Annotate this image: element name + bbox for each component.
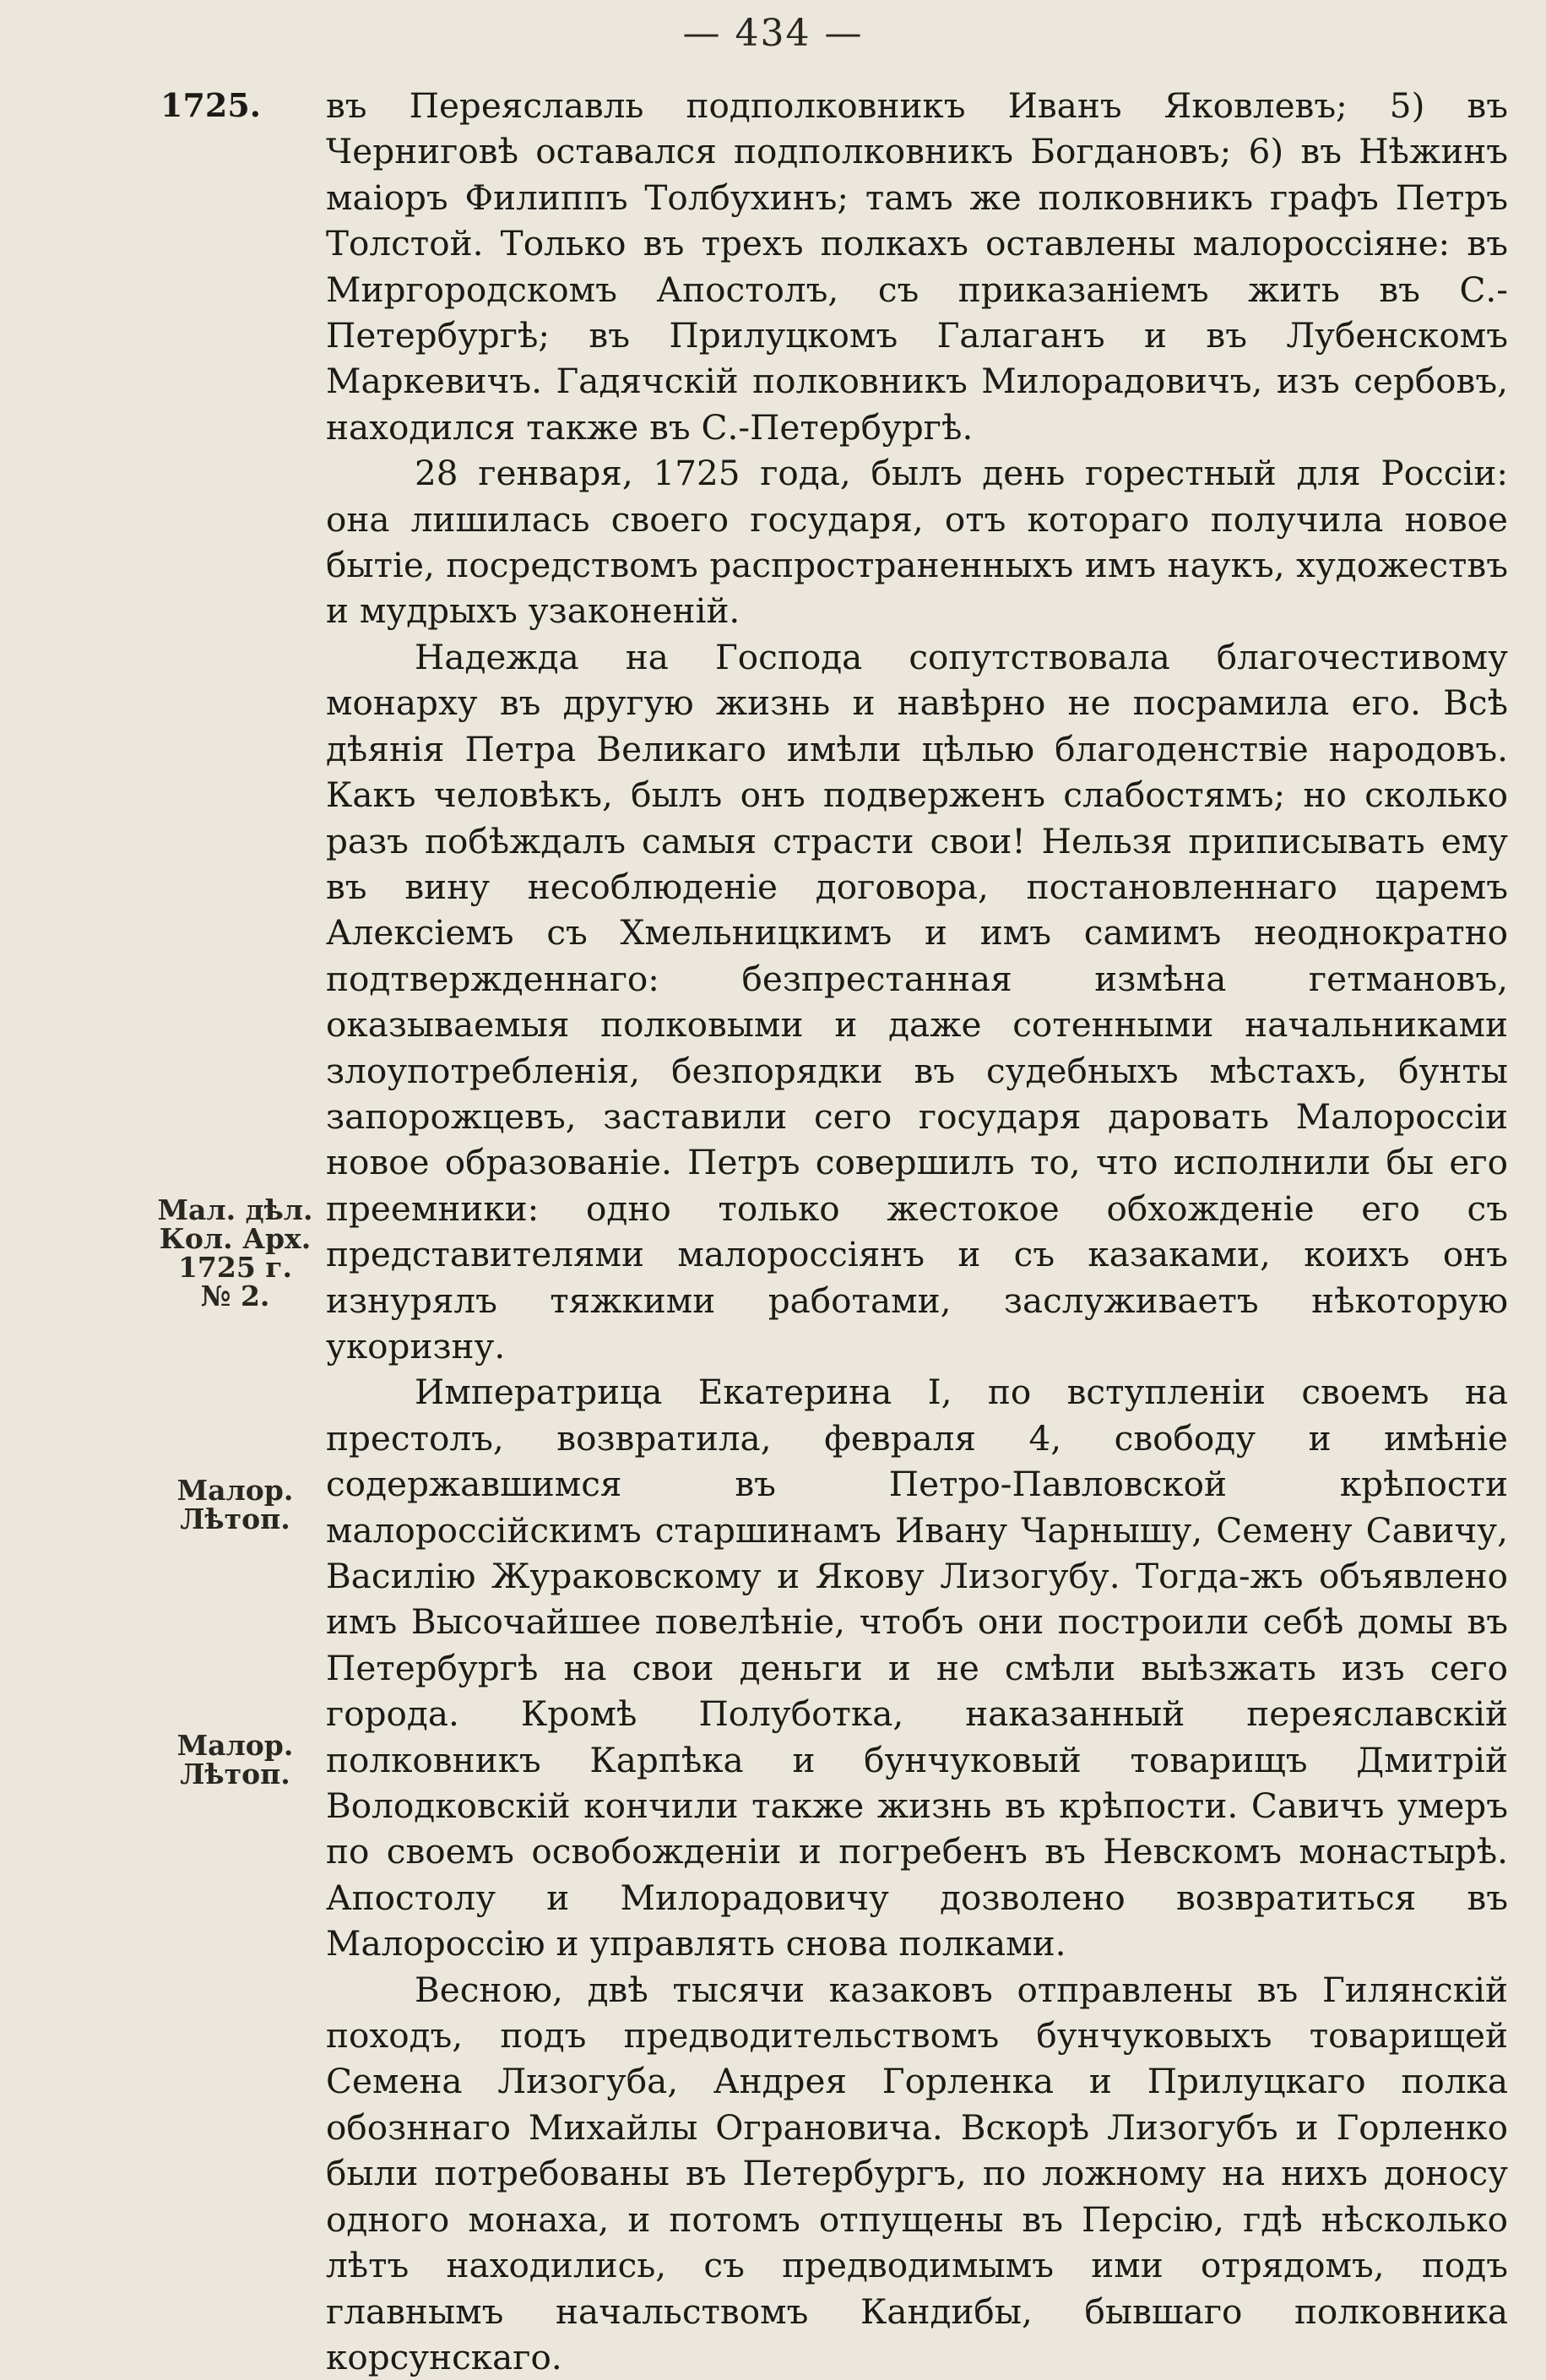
margin-note-line: Кол. Арх. xyxy=(159,1222,312,1255)
margin-note-line: 1725 г. xyxy=(177,1251,293,1284)
body-text xyxy=(326,83,1508,2380)
paragraph-5: Весною, двѣ тысячи казаковъ отправлены въ Гилянскій походъ, подъ предводительствомъ бунчуковыхъ товарищей Семена Лизогуба, Андрея Горленка и Прилуцкаго полка обозннаго Михайлы Ограновича. Вскорѣ Лизогубъ и Горленко были потребованы въ Петербургъ, по ложному на нихъ доносу одного монаха, и потомъ отпущены въ Персію, гдѣ нѣсколько лѣтъ находились, съ предводимымъ ими отрядомъ, подъ главнымъ начальствомъ Кандибы, бывшаго полковника корсунскаго. xyxy=(326,1969,1508,2377)
paragraph-3: Надежда на Господа сопутствовала благочестивому монарху въ другую жизнь и навѣрно не посрамила его. Всѣ дѣянія Петра Великаго имѣли цѣлью благоденствіе народовъ. Какъ человѣкъ, былъ онъ подверженъ слабостямъ; но сколько разъ побѣждалъ самыя страсти свои! Нельзя приписывать ему въ вину несоблюденіе договора, постановленнаго царемъ Алексіемъ съ Хмельницкимъ и имъ самимъ неоднократно подтвержденнаго: безпрестанная измѣна гетмановъ, оказываемыя полковыми и даже сотенными начальниками злоупотребленія, безпорядки въ судебныхъ мѣстахъ, бунты запорожцевъ, заставили сего государя даровать Малороссіи новое образованіе. Петръ совершилъ то, что исполнили бы его преемники: одно только жестокое обхожденіе его съ представителями малороссіянъ и съ казаками, коихъ онъ изнурялъ тяжкими работами, заслуживаетъ нѣкоторую укоризну. xyxy=(326,636,1508,1367)
margin-note-archive xyxy=(157,1193,313,1312)
margin-note-line: Малор. xyxy=(176,1474,294,1507)
margin-note-chronicle xyxy=(157,1476,313,1534)
margin-note-line: Мал. дѣл. xyxy=(157,1193,313,1226)
paragraph-4: Императрица Екатерина I, по вступленіи своемъ на престолъ, возвратила, февраля 4, свободу и имѣніе содержавшимся въ Петро-Павловской крѣпости малороссійскимъ старшинамъ Ивану Чарнышу, Семену Савичу, Василію Жураковскому и Якову Лизогубу. Тогда-жъ объявлено имъ Высочайшее повелѣніе, чтобъ они построили себѣ домы въ Петербургѣ на свои деньги и не смѣли выѣзжать изъ сего города. Кромѣ Полуботка, наказанный переяславскій полковникъ Карпѣка и бунчуковый товарищъ Дмитрій Володковскій кончили также жизнь въ крѣпости. Савичъ умеръ по своемъ освобожденіи и погребенъ въ Невскомъ монастырѣ. Апостолу и Милорадовичу дозволено возвратиться въ Малороссію и управлять снова полками. xyxy=(326,1372,1508,1964)
margin-note-line: № 2. xyxy=(200,1280,270,1312)
page-number: — 434 — xyxy=(682,12,864,55)
paragraph-1: въ Переяславль подполковникъ Иванъ Яковлевъ; 5) въ Черниговѣ оставался подполковникъ Богдановъ; 6) въ Нѣжинъ маіоръ Филиппъ Толбухинъ; тамъ же полковникъ графъ Петръ Толстой. Только въ трехъ полкахъ оставлены малороссіяне: въ Миргородскомъ Апостолъ, съ приказаніемъ жить въ С.-Петербургѣ; въ Прилуцкомъ Галаганъ и въ Лубенскомъ Маркевичъ. Гадячскій полковникъ Милорадовичъ, изъ сербовъ, находился также въ С.-Петербургѣ. xyxy=(326,85,1508,448)
margin-note-chronicle xyxy=(157,1731,313,1789)
margin-note-line: Лѣтоп. xyxy=(180,1758,290,1790)
paragraph-2: 28 генваря, 1725 года, былъ день горестный для Россіи: она лишилась своего государя, отъ котораго получила новое бытіе, посредствомъ распространенныхъ имъ наукъ, художествъ и мудрыхъ узаконеній. xyxy=(326,453,1508,632)
year-margin-note: 1725. xyxy=(160,86,261,124)
margin-note-line: Лѣтоп. xyxy=(180,1502,290,1535)
margin-note-line: Малор. xyxy=(176,1729,294,1762)
